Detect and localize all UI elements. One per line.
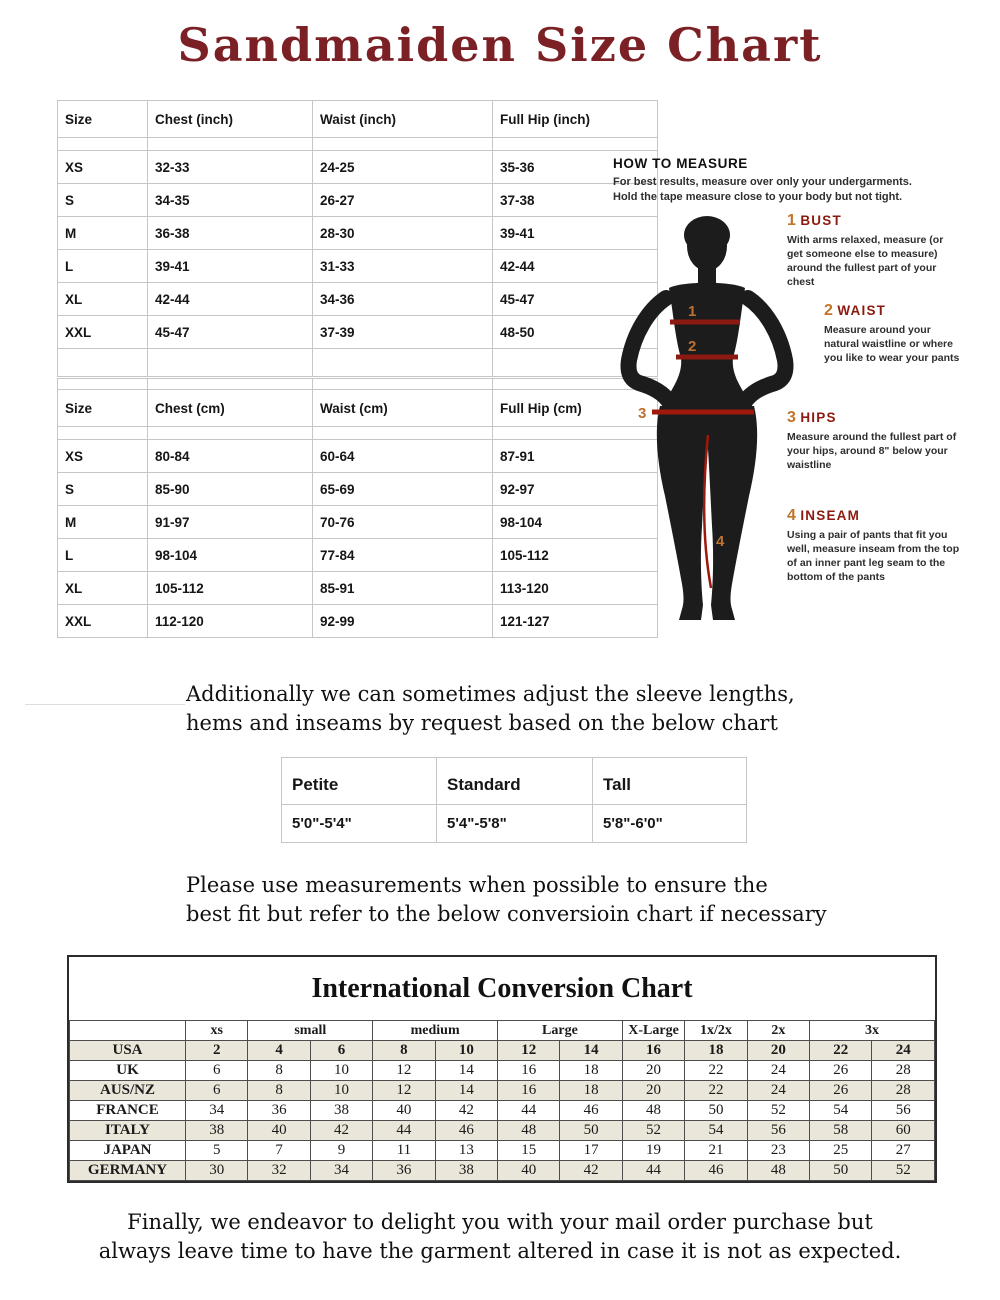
measurement-cell: 112-120: [148, 605, 313, 638]
column-header: Size: [58, 390, 148, 427]
size-value-cell: 54: [810, 1101, 872, 1121]
height-column-header: Tall: [593, 758, 747, 805]
adjustment-note: [186, 680, 795, 738]
size-value-cell: 11: [373, 1141, 435, 1161]
size-value-cell: 34: [310, 1161, 372, 1181]
size-value-cell: 50: [560, 1121, 622, 1141]
size-label-cell: M: [58, 506, 148, 539]
size-label-cell: XS: [58, 151, 148, 184]
measurement-cell: 39-41: [493, 217, 658, 250]
height-column-header: Petite: [282, 758, 437, 805]
size-group-header: 3x: [810, 1021, 935, 1041]
size-row: [58, 605, 658, 638]
size-row: [58, 440, 658, 473]
country-cell: ITALY: [70, 1121, 186, 1141]
size-value-cell: 17: [560, 1141, 622, 1161]
size-row: [58, 316, 658, 349]
measurement-cell: 28-30: [313, 217, 493, 250]
size-value-cell: 42: [435, 1101, 497, 1121]
size-table-inches: [57, 100, 658, 377]
size-value-cell: 20: [622, 1081, 684, 1101]
footer-note: [0, 1208, 1000, 1266]
size-value-cell: 2: [186, 1041, 248, 1061]
measurement-cell: 42-44: [148, 283, 313, 316]
size-value-cell: 10: [310, 1061, 372, 1081]
size-value-cell: 10: [310, 1081, 372, 1101]
size-value-cell: 52: [622, 1121, 684, 1141]
spacer-row: [58, 138, 658, 151]
conversion-row: [70, 1161, 935, 1181]
size-row: [58, 283, 658, 316]
size-value-cell: 58: [810, 1121, 872, 1141]
size-label-cell: S: [58, 473, 148, 506]
how-to-measure-title: HOW TO MEASURE: [613, 156, 748, 171]
measurement-cell: 35-36: [493, 151, 658, 184]
how-to-measure-section: [613, 156, 1000, 205]
empty-cell: [313, 379, 493, 390]
size-label-cell: L: [58, 539, 148, 572]
left-margin-divider-line: [25, 704, 185, 705]
figure-label-inseam: 4: [716, 533, 725, 550]
size-value-cell: 19: [622, 1141, 684, 1161]
size-value-cell: 32: [248, 1161, 310, 1181]
country-cell: USA: [70, 1041, 186, 1061]
size-value-cell: 48: [498, 1121, 560, 1141]
measurement-cell: 37-38: [493, 184, 658, 217]
empty-cell: [148, 427, 313, 440]
size-value-cell: 36: [248, 1101, 310, 1121]
size-value-cell: 16: [498, 1081, 560, 1101]
size-value-cell: 50: [810, 1161, 872, 1181]
size-value-cell: 24: [872, 1041, 935, 1061]
height-table-header-row: [282, 758, 747, 805]
size-label-cell: XL: [58, 283, 148, 316]
footer-note-line2: always leave time to have the garment altered in case it is not as expected.: [98, 1239, 902, 1263]
size-value-cell: 14: [560, 1041, 622, 1061]
measurement-cell: 36-38: [148, 217, 313, 250]
step-number: 2: [824, 302, 833, 319]
measurement-cell: 24-25: [313, 151, 493, 184]
measurement-cell: 42-44: [493, 250, 658, 283]
step-name: HIPS: [800, 410, 837, 425]
size-value-cell: 6: [186, 1061, 248, 1081]
size-value-cell: 60: [872, 1121, 935, 1141]
size-group-header: small: [248, 1021, 373, 1041]
column-header: Size: [58, 101, 148, 138]
column-header: Chest (cm): [148, 390, 313, 427]
size-value-cell: 5: [186, 1141, 248, 1161]
size-value-cell: 8: [248, 1061, 310, 1081]
step-description: Measure around your natural waistline or where you like to wear your pants: [824, 324, 960, 364]
empty-cell: [58, 427, 148, 440]
measurement-cell: 80-84: [148, 440, 313, 473]
size-value-cell: 48: [747, 1161, 809, 1181]
measurements-note: [186, 871, 827, 929]
measurement-cell: 105-112: [493, 539, 658, 572]
size-row: [58, 572, 658, 605]
height-range-cell: 5'4"-5'8": [437, 805, 593, 843]
size-value-cell: 34: [186, 1101, 248, 1121]
size-value-cell: 40: [498, 1161, 560, 1181]
size-value-cell: 28: [872, 1061, 935, 1081]
size-group-header: medium: [373, 1021, 498, 1041]
size-row: [58, 184, 658, 217]
size-value-cell: 4: [248, 1041, 310, 1061]
size-row: [58, 217, 658, 250]
spacer-row: [58, 379, 658, 390]
empty-cell: [313, 427, 493, 440]
size-group-header: Large: [498, 1021, 623, 1041]
measure-step-hips: [787, 409, 961, 472]
conversion-chart-table: [69, 1020, 935, 1181]
height-range-table: [281, 757, 747, 843]
size-value-cell: 38: [310, 1101, 372, 1121]
spacer-row: [58, 349, 658, 377]
size-value-cell: 8: [248, 1081, 310, 1101]
empty-cell: [493, 138, 658, 151]
how-to-measure-intro-line1: For best results, measure over only your undergarments.: [613, 176, 912, 188]
size-value-cell: 44: [622, 1161, 684, 1181]
size-label-cell: S: [58, 184, 148, 217]
size-value-cell: 52: [872, 1161, 935, 1181]
step-name: INSEAM: [800, 508, 861, 523]
column-header: Full Hip (cm): [493, 390, 658, 427]
measurement-cell: 60-64: [313, 440, 493, 473]
size-row: [58, 506, 658, 539]
figure-label-bust: 1: [688, 303, 697, 320]
empty-cell: [58, 349, 148, 377]
measurement-cell: 39-41: [148, 250, 313, 283]
size-group-header: [70, 1021, 186, 1041]
size-value-cell: 6: [310, 1041, 372, 1061]
country-cell: GERMANY: [70, 1161, 186, 1181]
size-value-cell: 18: [560, 1061, 622, 1081]
measurement-cell: 32-33: [148, 151, 313, 184]
footer-note-line1: Finally, we endeavor to delight you with your mail order purchase but: [127, 1210, 873, 1234]
measurement-cell: 85-90: [148, 473, 313, 506]
size-value-cell: 52: [747, 1101, 809, 1121]
conversion-row: [70, 1081, 935, 1101]
country-cell: JAPAN: [70, 1141, 186, 1161]
empty-cell: [148, 138, 313, 151]
figure-label-waist: 2: [688, 338, 697, 355]
size-table-header-row: [58, 101, 658, 138]
size-value-cell: 14: [435, 1081, 497, 1101]
empty-cell: [58, 138, 148, 151]
column-header: Waist (inch): [313, 101, 493, 138]
size-group-header: 2x: [747, 1021, 809, 1041]
size-value-cell: 13: [435, 1141, 497, 1161]
measurements-note-line2: best fit but refer to the below conversioin chart if necessary: [186, 902, 827, 926]
measurement-cell: 98-104: [493, 506, 658, 539]
size-value-cell: 44: [498, 1101, 560, 1121]
height-range-cell: 5'0"-5'4": [282, 805, 437, 843]
measurement-cell: 121-127: [493, 605, 658, 638]
step-name: WAIST: [837, 303, 887, 318]
size-label-cell: L: [58, 250, 148, 283]
conversion-row: [70, 1061, 935, 1081]
measurement-cell: 70-76: [313, 506, 493, 539]
country-cell: UK: [70, 1061, 186, 1081]
column-header: Waist (cm): [313, 390, 493, 427]
size-value-cell: 22: [685, 1061, 747, 1081]
figure-label-hips: 3: [638, 405, 647, 422]
how-to-measure-intro-line2: Hold the tape measure close to your body but not tight.: [613, 191, 903, 203]
conversion-row: [70, 1141, 935, 1161]
measurement-cell: 91-97: [148, 506, 313, 539]
measure-step-waist: [824, 302, 966, 365]
measurement-cell: 26-27: [313, 184, 493, 217]
size-value-cell: 40: [248, 1121, 310, 1141]
size-table-centimeters: [57, 378, 658, 638]
conversion-row: [70, 1101, 935, 1121]
size-value-cell: 18: [560, 1081, 622, 1101]
size-value-cell: 7: [248, 1141, 310, 1161]
size-value-cell: 16: [498, 1061, 560, 1081]
size-value-cell: 16: [622, 1041, 684, 1061]
size-value-cell: 15: [498, 1141, 560, 1161]
size-value-cell: 12: [498, 1041, 560, 1061]
measurement-cell: 98-104: [148, 539, 313, 572]
size-label-cell: XL: [58, 572, 148, 605]
measurement-cell: 113-120: [493, 572, 658, 605]
height-table-value-row: [282, 805, 747, 843]
empty-cell: [148, 349, 313, 377]
size-row: [58, 250, 658, 283]
measurement-cell: 65-69: [313, 473, 493, 506]
size-value-cell: 56: [872, 1101, 935, 1121]
size-value-cell: 23: [747, 1141, 809, 1161]
step-heading: [787, 507, 961, 525]
body-measurement-figure: [612, 204, 802, 636]
size-value-cell: 26: [810, 1081, 872, 1101]
empty-cell: [313, 349, 493, 377]
size-value-cell: 21: [685, 1141, 747, 1161]
size-value-cell: 42: [560, 1161, 622, 1181]
step-number: 1: [787, 212, 796, 229]
size-value-cell: 46: [435, 1121, 497, 1141]
measure-step-inseam: [787, 507, 961, 584]
size-value-cell: 28: [872, 1081, 935, 1101]
step-description: With arms relaxed, measure (or get someone else to measure) around the fullest part of your chest: [787, 234, 944, 288]
measurement-cell: 45-47: [148, 316, 313, 349]
measurement-cell: 92-97: [493, 473, 658, 506]
size-group-header: 1x/2x: [685, 1021, 747, 1041]
spacer-row: [58, 427, 658, 440]
size-value-cell: 6: [186, 1081, 248, 1101]
size-row: [58, 539, 658, 572]
step-description: Using a pair of pants that fit you well, measure inseam from the top of an inner pant leg seam to the bottom of the pants: [787, 529, 960, 583]
step-number: 4: [787, 507, 796, 524]
measurement-cell: 105-112: [148, 572, 313, 605]
step-number: 3: [787, 409, 796, 426]
size-value-cell: 12: [373, 1061, 435, 1081]
conversion-chart-title: International Conversion Chart: [311, 972, 693, 1004]
size-row: [58, 151, 658, 184]
size-value-cell: 24: [747, 1081, 809, 1101]
size-value-cell: 20: [747, 1041, 809, 1061]
size-value-cell: 26: [810, 1061, 872, 1081]
measurement-cell: 37-39: [313, 316, 493, 349]
size-value-cell: 46: [685, 1161, 747, 1181]
step-description: Measure around the fullest part of your hips, around 8" below your waistline: [787, 431, 957, 471]
size-row: [58, 473, 658, 506]
measurement-cell: 34-35: [148, 184, 313, 217]
measurements-note-line1: Please use measurements when possible to ensure the: [186, 873, 768, 897]
size-value-cell: 14: [435, 1061, 497, 1081]
size-label-cell: XXL: [58, 605, 148, 638]
size-label-cell: XS: [58, 440, 148, 473]
measurement-cell: 45-47: [493, 283, 658, 316]
measurement-cell: 85-91: [313, 572, 493, 605]
size-value-cell: 12: [373, 1081, 435, 1101]
conversion-row: [70, 1041, 935, 1061]
size-value-cell: 42: [310, 1121, 372, 1141]
page-title: Sandmaiden Size Chart: [177, 18, 823, 72]
conversion-group-header-row: [70, 1021, 935, 1041]
height-range-cell: 5'8"-6'0": [593, 805, 747, 843]
size-value-cell: 22: [810, 1041, 872, 1061]
adjustment-note-line1: Additionally we can sometimes adjust the sleeve lengths,: [186, 682, 795, 706]
size-value-cell: 25: [810, 1141, 872, 1161]
size-value-cell: 10: [435, 1041, 497, 1061]
step-heading: [787, 212, 947, 230]
size-value-cell: 20: [622, 1061, 684, 1081]
size-value-cell: 9: [310, 1141, 372, 1161]
size-value-cell: 24: [747, 1061, 809, 1081]
size-value-cell: 30: [186, 1161, 248, 1181]
measurement-cell: 34-36: [313, 283, 493, 316]
size-group-header: X-Large: [622, 1021, 684, 1041]
size-group-header: xs: [186, 1021, 248, 1041]
size-value-cell: 36: [373, 1161, 435, 1181]
column-header: Chest (inch): [148, 101, 313, 138]
country-cell: FRANCE: [70, 1101, 186, 1121]
size-value-cell: 18: [685, 1041, 747, 1061]
empty-cell: [148, 379, 313, 390]
country-cell: AUS/NZ: [70, 1081, 186, 1101]
size-value-cell: 38: [435, 1161, 497, 1181]
international-conversion-chart: [67, 955, 937, 1183]
height-column-header: Standard: [437, 758, 593, 805]
size-value-cell: 48: [622, 1101, 684, 1121]
step-heading: [787, 409, 961, 427]
measure-step-bust: [787, 212, 947, 289]
size-value-cell: 22: [685, 1081, 747, 1101]
measurement-cell: 92-99: [313, 605, 493, 638]
size-value-cell: 40: [373, 1101, 435, 1121]
step-heading: [824, 302, 966, 320]
measurement-cell: 31-33: [313, 250, 493, 283]
size-value-cell: 50: [685, 1101, 747, 1121]
column-header: Full Hip (inch): [493, 101, 658, 138]
size-value-cell: 38: [186, 1121, 248, 1141]
size-label-cell: M: [58, 217, 148, 250]
size-label-cell: XXL: [58, 316, 148, 349]
measurement-cell: 77-84: [313, 539, 493, 572]
size-value-cell: 46: [560, 1101, 622, 1121]
measurement-cell: 48-50: [493, 316, 658, 349]
size-value-cell: 56: [747, 1121, 809, 1141]
adjustment-note-line2: hems and inseams by request based on the below chart: [186, 711, 778, 735]
size-value-cell: 8: [373, 1041, 435, 1061]
measurement-cell: 87-91: [493, 440, 658, 473]
size-table-header-row: [58, 390, 658, 427]
conversion-row: [70, 1121, 935, 1141]
size-value-cell: 54: [685, 1121, 747, 1141]
empty-cell: [58, 379, 148, 390]
size-value-cell: 27: [872, 1141, 935, 1161]
empty-cell: [313, 138, 493, 151]
size-value-cell: 44: [373, 1121, 435, 1141]
step-name: BUST: [800, 213, 842, 228]
